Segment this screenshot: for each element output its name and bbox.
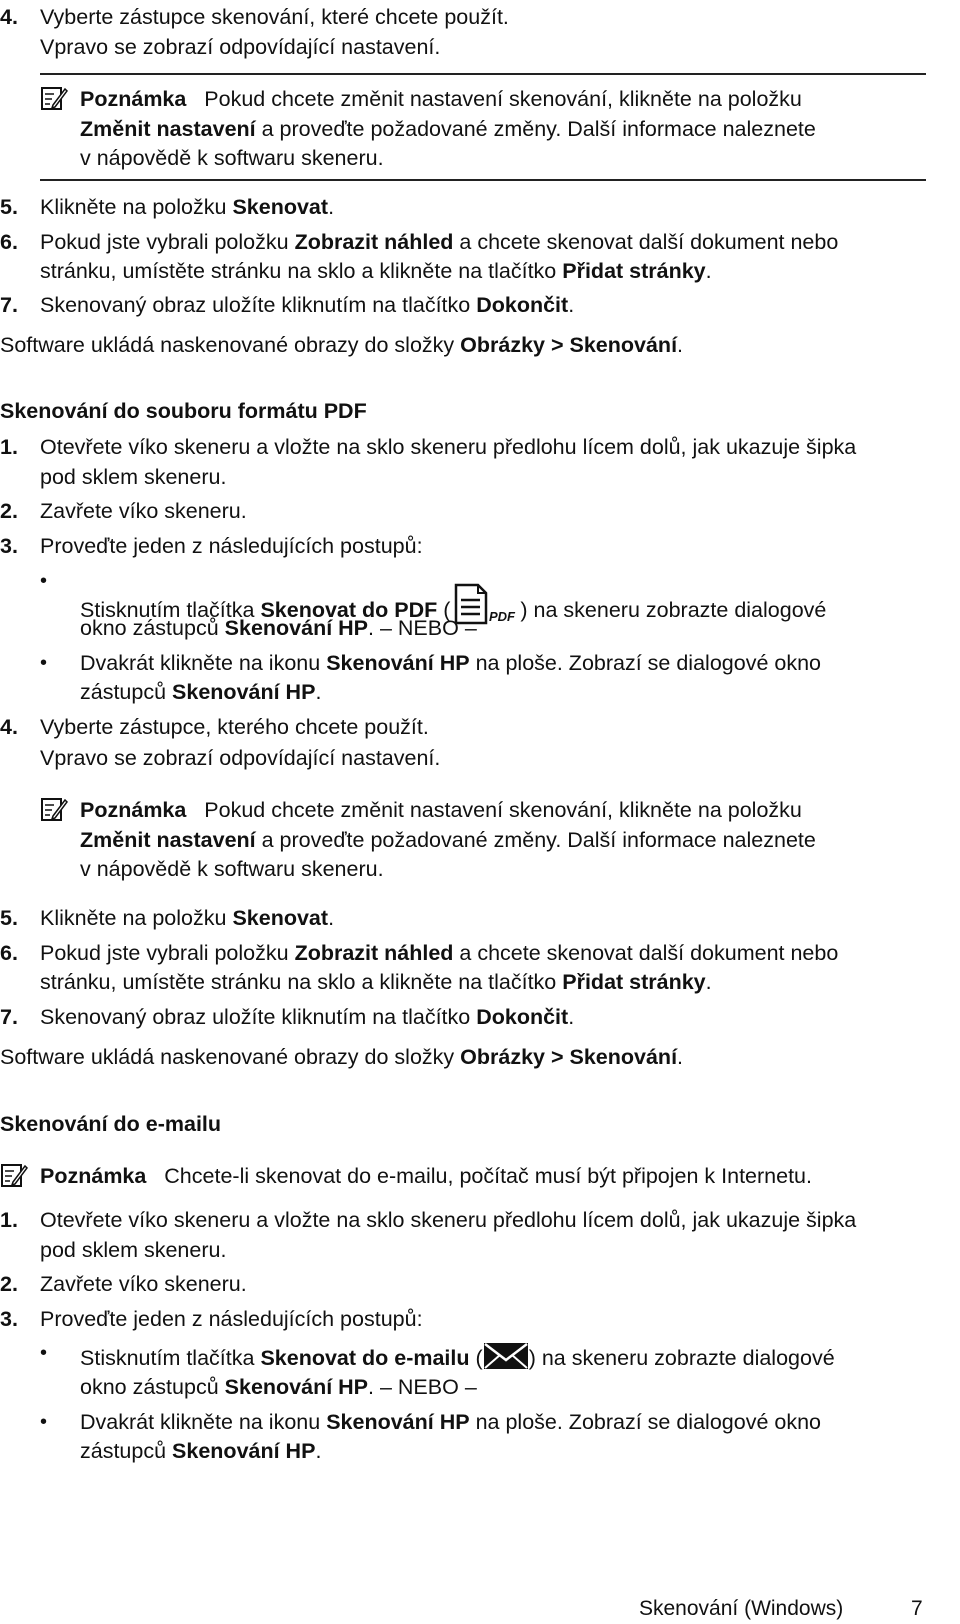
bullet-text: Stisknutím tlačítka Skenovat do e-mailu ( ) na skeneru zobrazte dialogové xyxy=(80,1342,835,1373)
step-text: Klikněte na položku Skenovat. xyxy=(40,906,335,930)
app-name: Skenování HP xyxy=(326,651,470,675)
ui-term: Dokončit xyxy=(476,293,569,317)
bullet-dot: • xyxy=(40,1342,48,1364)
footer-page-number: 7 xyxy=(911,1597,923,1620)
step-text: Skenovaný obraz uložíte kliknutím na tlačítko Dokončit. xyxy=(40,293,575,317)
bullet-text: okno zástupců Skenování HP. – NEBO – xyxy=(80,1375,477,1399)
ui-term: Skenovat xyxy=(232,195,329,219)
note-icon xyxy=(40,84,68,112)
step-number: 4. xyxy=(0,715,18,739)
step-number: 5. xyxy=(0,195,18,219)
bullet-text: Dvakrát klikněte na ikonu Skenování HP na ploše. Zobrazí se dialogové okno xyxy=(80,1410,821,1434)
ui-term: Zobrazit náhled xyxy=(294,230,454,254)
footer-section-title: Skenování (Windows) xyxy=(639,1597,844,1620)
step-number: 3. xyxy=(0,534,18,558)
note-line: v nápovědě k softwaru skeneru. xyxy=(80,146,384,170)
bullet-text: zástupců Skenování HP. xyxy=(80,680,322,704)
folder-path: Skenování xyxy=(569,1045,678,1069)
note-label: Poznámka xyxy=(40,1164,147,1188)
ui-term: Skenovat xyxy=(232,906,329,930)
step-number: 5. xyxy=(0,906,18,930)
step-text: Klikněte na položku Skenovat. xyxy=(40,195,335,219)
note-label: Poznámka xyxy=(80,87,187,111)
folder-path: Skenování xyxy=(569,333,678,357)
step-text: Pokud jste vybrali položku Zobrazit náhled a chcete skenovat další dokument nebo xyxy=(40,941,839,965)
note-line: v nápovědě k softwaru skeneru. xyxy=(80,857,384,881)
ui-term: Přidat stránky xyxy=(562,259,706,283)
step-number: 6. xyxy=(0,230,18,254)
note-line: Poznámka Pokud chcete změnit nastavení skenování, klikněte na položku xyxy=(80,798,802,822)
folder-path: Obrázky > xyxy=(460,1045,564,1069)
ui-term: Změnit nastavení xyxy=(80,117,256,141)
note-bottom-rule xyxy=(40,179,926,181)
step-text: Pokud jste vybrali položku Zobrazit náhled a chcete skenovat další dokument nebo xyxy=(40,230,839,254)
step-text: Proveďte jeden z následujících postupů: xyxy=(40,534,423,558)
step-text: Skenovaný obraz uložíte kliknutím na tlačítko Dokončit. xyxy=(40,1005,575,1029)
step-text: pod sklem skeneru. xyxy=(40,1238,227,1262)
ui-term: Změnit nastavení xyxy=(80,828,256,852)
note-icon xyxy=(0,1161,28,1189)
step-number: 1. xyxy=(0,1208,18,1232)
step-text: stránku, umístěte stránku na sklo a klikněte na tlačítko Přidat stránky. xyxy=(40,259,712,283)
note-line: Poznámka Chcete-li skenovat do e-mailu, počítač musí být připojen k Internetu. xyxy=(40,1164,812,1188)
app-name: Skenování HP xyxy=(172,1439,316,1463)
step-number: 2. xyxy=(0,1272,18,1296)
step-text: Proveďte jeden z následujících postupů: xyxy=(40,1307,423,1331)
step-number: 7. xyxy=(0,293,18,317)
step-text: Zavřete víko skeneru. xyxy=(40,499,247,523)
folder-path: Obrázky > xyxy=(460,333,564,357)
step-number: 6. xyxy=(0,941,18,965)
note-top-rule xyxy=(40,73,926,75)
note-line: Změnit nastavení a proveďte požadované změny. Další informace naleznete xyxy=(80,828,816,852)
scan-to-email-icon xyxy=(483,1342,529,1370)
app-name: Skenování HP xyxy=(326,1410,470,1434)
section-heading-pdf: Skenování do souboru formátu PDF xyxy=(0,399,367,423)
bullet-dot: • xyxy=(40,570,48,592)
bullet-text: Dvakrát klikněte na ikonu Skenování HP na ploše. Zobrazí se dialogové okno xyxy=(80,651,821,675)
app-name: Skenování HP xyxy=(172,680,316,704)
save-location-text: Software ukládá naskenované obrazy do složky Obrázky > Skenování. xyxy=(0,1045,684,1069)
svg-text:PDF: PDF xyxy=(489,609,516,624)
note-label: Poznámka xyxy=(80,798,187,822)
ui-term: Přidat stránky xyxy=(562,970,706,994)
step-number: 1. xyxy=(0,435,18,459)
step-text: Vyberte zástupce, kterého chcete použít. xyxy=(40,715,429,739)
step-text: Vpravo se zobrazí odpovídající nastavení. xyxy=(40,35,441,59)
bullet-text: okno zástupců Skenování HP. – NEBO – xyxy=(80,616,477,640)
app-name: Skenování HP xyxy=(224,1375,369,1399)
step-text: pod sklem skeneru. xyxy=(40,465,227,489)
save-location-text: Software ukládá naskenované obrazy do složky Obrázky > Skenování. xyxy=(0,333,684,357)
step-text: Vyberte zástupce skenování, které chcete použít. xyxy=(40,5,509,29)
step-number: 7. xyxy=(0,1005,18,1029)
step-number: 3. xyxy=(0,1307,18,1331)
button-name: Skenovat do e-mailu xyxy=(260,1346,470,1370)
step-number: 2. xyxy=(0,499,18,523)
step-text: Otevřete víko skeneru a vložte na sklo skeneru předlohu lícem dolů, jak ukazuje šipka xyxy=(40,435,857,459)
step-text: Zavřete víko skeneru. xyxy=(40,1272,247,1296)
button-name: Skenovat do PDF xyxy=(260,598,438,622)
ui-term: Zobrazit náhled xyxy=(294,941,454,965)
step-number: 4. xyxy=(0,5,18,29)
bullet-dot: • xyxy=(40,652,48,674)
step-text: stránku, umístěte stránku na sklo a klikněte na tlačítko Přidat stránky. xyxy=(40,970,712,994)
note-line: Změnit nastavení a proveďte požadované změny. Další informace naleznete xyxy=(80,117,816,141)
note-icon xyxy=(40,795,68,823)
section-heading-email: Skenování do e-mailu xyxy=(0,1112,222,1136)
bullet-dot: • xyxy=(40,1411,48,1433)
bullet-text: zástupců Skenování HP. xyxy=(80,1439,322,1463)
step-text: Otevřete víko skeneru a vložte na sklo skeneru předlohu lícem dolů, jak ukazuje šipka xyxy=(40,1208,857,1232)
ui-term: Dokončit xyxy=(476,1005,569,1029)
step-text: Vpravo se zobrazí odpovídající nastavení. xyxy=(40,746,441,770)
note-line: Poznámka Pokud chcete změnit nastavení skenování, klikněte na položku xyxy=(80,87,802,111)
app-name: Skenování HP xyxy=(224,616,369,640)
bullet-text: Stisknutím tlačítka Skenovat do PDF ( PDF ) na skeneru zobrazte dialogové xyxy=(80,583,826,625)
